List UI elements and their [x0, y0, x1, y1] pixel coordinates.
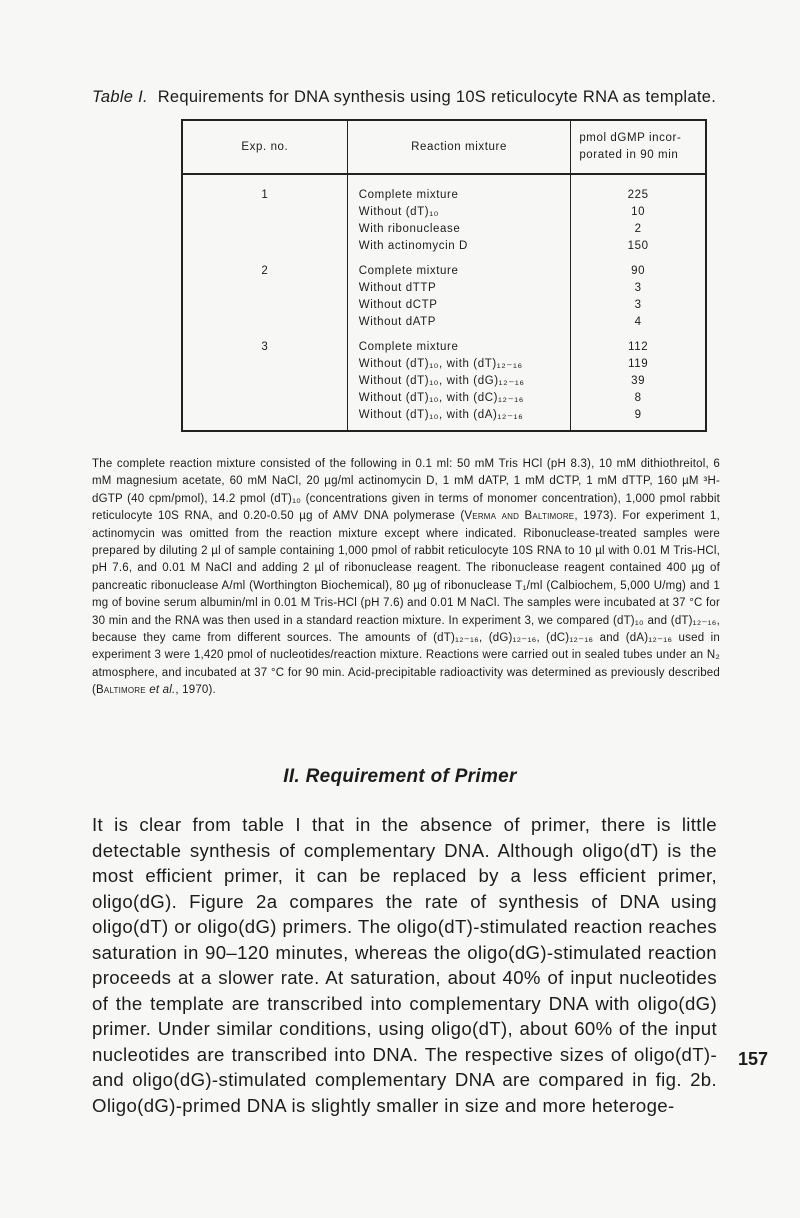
mixture-item: With actinomycin D [358, 240, 468, 252]
value-item: 225 [627, 189, 649, 201]
footnote-text-2: , 1973). For experiment 1, actinomycin was omitted from the reaction mixture except where indicated. Ribonuclease-treated samples were prepared by diluting 2 µl of sample containing 1,000 pmol of rabbit reticulocyte 10S RNA to 10 µl with 0.01 M Tris-HCl, pH 7.6, and 0.01 M NaCl and adding 2 µl of ribonuclease reagent. The ribonuclease reagent contained 400 µg of pancreatic ribonuclease A/ml (Worthington Biochemical), 80 µg of ribonuclease T₁/ml (Calbiochem, 5,000 U/mg) and 1 mg of bovine serum albumin/ml in 0.01 M Tris-HCl (pH 7.6) and 0.01 M NaCl. The samples were incubated at 37 °C for 30 min and the RNA was then used in a standard reaction mixture. In experiment 3, we compared (dT)₁₀ and (dT)₁₂₋₁₆, because they came from different sources. The amounts of (dT)₁₂₋₁₆, (dG)₁₂₋₁₆, (dC)₁₂₋₁₆ and (dA)₁₂₋₁₆ used in experiment 3 were 1,420 pmol of nucleotides/reaction mixture. Reactions were carried out in sealed tubes under an N₂ atmosphere, and incubated at 37 °C for 90 min. Acid-precipitable radioactivity was determined as previously described ( [92, 510, 720, 697]
table-footnote [92, 456, 720, 700]
experiment-block [182, 331, 706, 431]
mixture-item: Without (dT)₁₀ [358, 206, 440, 218]
mixture-item: Without (dT)₁₀, with (dG)₁₂₋₁₆ [358, 375, 525, 387]
mixture-item: Without dTTP [358, 282, 437, 294]
table-label: Table I. [92, 88, 148, 106]
table-caption [92, 88, 716, 107]
value-item: 90 [631, 265, 646, 277]
mixture-item: Complete mixture [358, 341, 459, 353]
value-item: 119 [628, 358, 649, 370]
mixture-item: With ribonuclease [358, 223, 461, 235]
value-cell [571, 255, 706, 331]
mixture-cell [347, 174, 571, 255]
exp-number-cell [182, 174, 347, 255]
citation-et-al: et al. [149, 684, 176, 697]
data-table [181, 119, 707, 432]
value-cell [571, 331, 706, 431]
header-pmol-line1: pmol dGMP incor- [579, 132, 682, 144]
value-item: 3 [634, 299, 642, 311]
exp-number: 2 [261, 265, 269, 277]
value-item: 9 [634, 409, 642, 421]
table-header-row [182, 120, 706, 174]
value-item: 4 [634, 316, 642, 328]
exp-number: 3 [261, 341, 269, 353]
mixture-cell [347, 255, 571, 331]
mixture-item: Without (dT)₁₀, with (dT)₁₂₋₁₆ [358, 358, 523, 370]
value-item: 39 [631, 375, 646, 387]
experiment-block [182, 255, 706, 331]
citation-baltimore: Baltimore [96, 684, 146, 697]
mixture-item: Without dCTP [358, 299, 438, 311]
footnote-text-3: , 1970). [175, 684, 216, 697]
section-heading: II. Requirement of Primer [283, 766, 517, 787]
mixture-cell [347, 331, 571, 431]
header-exp-no: Exp. no. [182, 120, 347, 174]
value-item: 8 [634, 392, 642, 404]
table-title: Requirements for DNA synthesis using 10S reticulocyte RNA as template. [157, 88, 717, 106]
mixture-item: Complete mixture [358, 189, 459, 201]
header-reaction-mixture: Reaction mixture [347, 120, 571, 174]
mixture-item: Without dATP [358, 316, 437, 328]
footnote-text-1: The complete reaction mixture consisted of the following in 0.1 ml: 50 mM Tris HCl (pH 8.3), 10 mM dithiothreitol, 6 mM magnesium acetate, 60 mM NaCl, 20 µg/ml actinomycin D, 1 mM dATP, 1 mM dCTP, 1 mM dTTP, 160 µM ³H-dGTP (40 cpm/pmol), 14.2 pmol (dT)₁₀ (concentrations given in terms of monomer concentration), 1,000 pmol rabbit reticulocyte 10S RNA, and 0.20-0.50 µg of AMV DNA polymerase ( [92, 458, 720, 523]
mixture-item: Without (dT)₁₀, with (dC)₁₂₋₁₆ [358, 392, 524, 404]
value-item: 3 [634, 282, 642, 294]
value-item: 10 [631, 206, 646, 218]
mixture-item: Without (dT)₁₀, with (dA)₁₂₋₁₆ [358, 409, 524, 421]
value-cell [571, 174, 706, 255]
citation-verma-baltimore: Verma and Baltimore [464, 510, 575, 523]
exp-number: 1 [261, 189, 269, 201]
value-item: 2 [634, 223, 642, 235]
exp-number-cell [182, 255, 347, 331]
header-pmol [571, 120, 706, 174]
header-pmol-line2: porated in 90 min [579, 149, 679, 161]
mixture-item: Complete mixture [358, 265, 459, 277]
value-item: 112 [628, 341, 649, 353]
page-number: 157 [738, 1049, 769, 1069]
value-item: 150 [627, 240, 649, 252]
experiment-block [182, 174, 706, 255]
exp-number-cell [182, 331, 347, 431]
body-paragraph: It is clear from table I that in the absence of primer, there is little detectable synthesis of complementary DNA. Although oligo(dT) is the most efficient primer, it can be replaced by a less efficient primer, oligo(dG). Figure 2a compares the rate of synthesis of DNA using oligo(dT) or oligo(dG) primers. The oligo(dT)-stimulated reaction reaches saturation in 90–120 minutes, whereas the oligo(dG)-stimulated reaction proceeds at a slower rate. At saturation, about 40% of input nucleotides of the template are transcribed into complementary DNA with oligo(dG) primer. Under similar conditions, using oligo(dT), about 60% of the input nucleotides are transcribed into DNA. The respective sizes of oligo(dT)- and oligo(dG)-stimulated complementary DNA are compared in fig. 2b. Oligo(dG)-primed DNA is slightly smaller in size and more heteroge- [92, 814, 717, 1116]
